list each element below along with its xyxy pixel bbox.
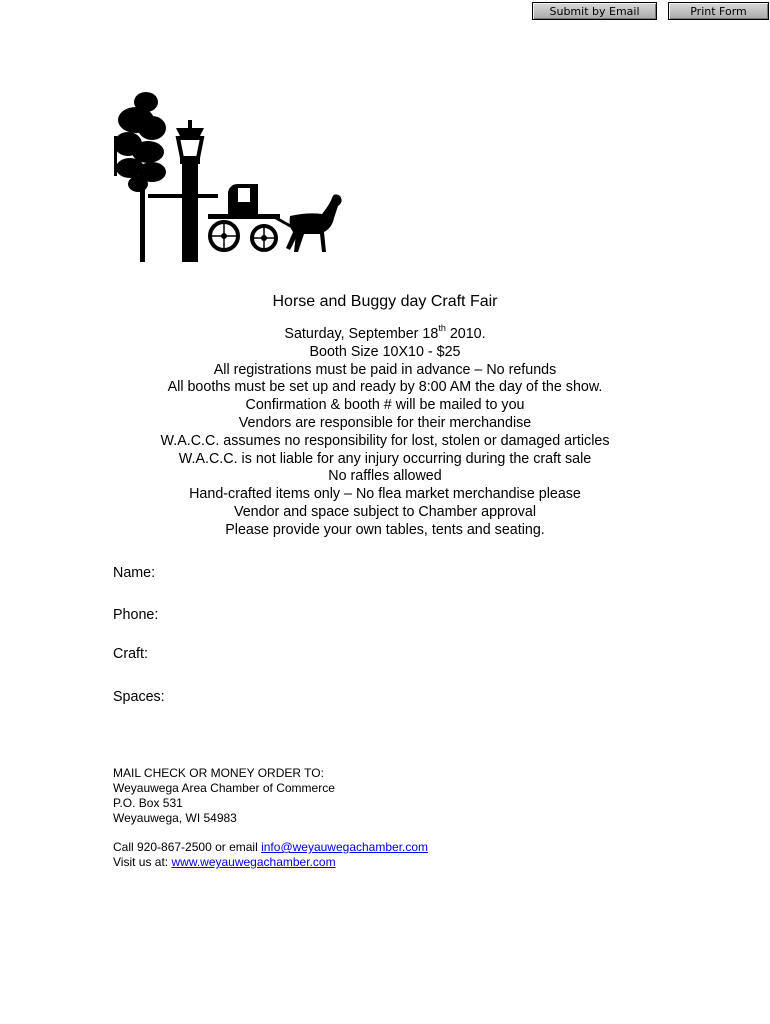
horse-and-buggy-logo <box>108 88 344 266</box>
rule-liability-injury: W.A.C.C. is not liable for any injury occurring during the craft sale <box>178 450 592 467</box>
tree-icon <box>114 92 166 262</box>
rule-approval: Vendor and space subject to Chamber approval <box>233 503 536 520</box>
mail-city: Weyauwega, WI 54983 <box>113 811 237 825</box>
mailing-info <box>113 766 428 870</box>
event-date: Saturday, September 18th 2010. <box>284 323 486 342</box>
craft-label: Craft: <box>113 646 148 662</box>
email-link[interactable]: info@weyauwegachamber.com <box>261 840 429 854</box>
event-rules <box>0 323 770 540</box>
event-title: Horse and Buggy day Craft Fair <box>272 293 498 310</box>
rule-confirmation: Confirmation & booth # will be mailed to you <box>245 397 525 414</box>
rule-payment: All registrations must be paid in advance – No refunds <box>213 361 557 378</box>
print-form-button[interactable]: Print Form <box>668 2 769 20</box>
rule-tables: Please provide your own tables, tents and seating. <box>225 521 545 538</box>
rule-liability-articles: W.A.C.C. assumes no responsibility for lost, stolen or damaged articles <box>160 432 610 449</box>
rule-setup: All booths must be set up and ready by 8:00 AM the day of the show. <box>167 379 603 396</box>
mail-heading: MAIL CHECK OR MONEY ORDER TO: <box>113 766 324 780</box>
website-link[interactable]: www.weyauwegachamber.com <box>171 855 336 869</box>
mail-po-box: P.O. Box 531 <box>113 796 183 810</box>
rule-raffles: No raffles allowed <box>328 468 442 485</box>
buggy-icon <box>208 184 294 250</box>
website-line: Visit us at: www.weyauwegachamber.com <box>113 855 336 869</box>
mail-org: Weyauwega Area Chamber of Commerce <box>113 781 335 795</box>
horse-icon <box>286 194 342 252</box>
rule-booth-size: Booth Size 10X10 - $25 <box>309 343 461 360</box>
submit-by-email-button[interactable]: Submit by Email <box>532 2 657 20</box>
rule-handcrafted: Hand-crafted items only – No flea market merchandise please <box>189 486 581 503</box>
spaces-label: Spaces: <box>113 689 165 705</box>
rule-vendor-responsibility: Vendors are responsible for their merchandise <box>238 414 532 431</box>
contact-line: Call 920-867-2500 or email info@weyauwegachamber.com <box>113 840 429 854</box>
name-label: Name: <box>113 565 156 581</box>
phone-label: Phone: <box>113 607 159 623</box>
lamp-post-icon <box>148 120 218 262</box>
